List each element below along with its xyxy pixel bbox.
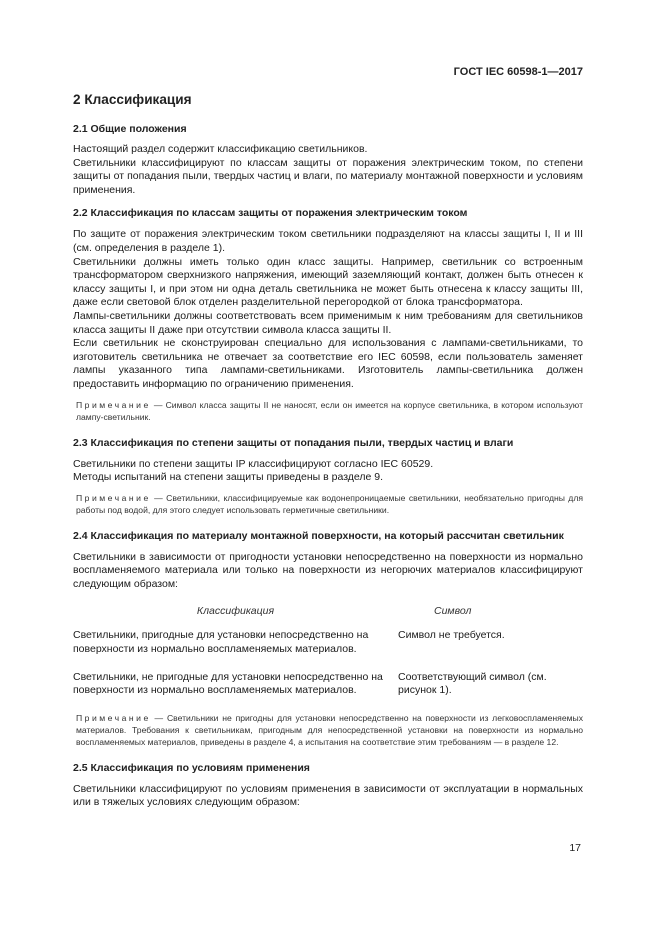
note [73, 399, 583, 423]
section-2-4 [73, 530, 583, 748]
table-row [73, 629, 583, 656]
section-2-4-heading: 2.4 Классификация по материалу монтажной поверхности, на который рассчитан светильник [73, 529, 564, 542]
note-label: Примечание [76, 712, 151, 723]
section-title: 2 Классификация [73, 92, 192, 107]
table-row [73, 671, 583, 698]
table-cell: Символ не требуется. [398, 629, 505, 642]
section-2-2 [73, 207, 583, 422]
classification-table-header [73, 605, 583, 617]
column-header-symbol: Символ [434, 605, 472, 618]
note-label: Примечание [76, 399, 151, 410]
paragraph: Методы испытаний на степени защиты приведены в разделе 9. [73, 471, 384, 484]
table-cell: Соответствующий символ (см. рисунок 1). [398, 670, 547, 697]
section-2-2-heading: 2.2 Классификация по классам защиты от поражения электрическим током [73, 207, 468, 220]
section-2-1 [73, 123, 583, 197]
paragraph: Настоящий раздел содержит классификацию светильников. [73, 143, 368, 155]
note-text: — Светильники, классифицируемые как водонепроницаемые светильники, необязательно пригодны для работы под водой, для этого следует использовать герметичные светильники. [76, 492, 583, 515]
page-content [73, 92, 583, 820]
section-2-3 [73, 437, 583, 516]
table-cell: Светильники, пригодные для установки непосредственно на поверхности из нормально воспламеняемых материалов. [73, 629, 369, 656]
note-text: — Символ класса защиты II не наносят, если он имеется на корпусе светильника, в котором используют лампу-светильник. [76, 399, 583, 422]
paragraph: Лампы-светильники должны соответствовать всем применимым к ним требованиям для светильников класса защиты II даже при отсутствии символа класса защиты II. [73, 309, 583, 336]
paragraph: По защите от поражения электрическим током светильники подразделяют на классы защиты I, II и III (см. определения в разделе 1). [73, 228, 583, 254]
paragraph: Светильники классифицируют по классам защиты от поражения электрическим током, по степени защиты от попадания пыли, твердых частиц и влаги, по материалу монтажной поверхности и условиям применения. [73, 156, 583, 196]
note-text: — Светильники не пригодны для установки непосредственно на поверхности из легковоспламеняемых материалов. Требования к светильникам, пригодным для непосредственной установки на поверхности из нормально воспламеняемых материалов, приведены в разделе 4, а испытания на соответствие этим требованиям — в разделе 12. [76, 712, 583, 747]
note [73, 492, 583, 516]
paragraph: Светильники в зависимости от пригодности установки непосредственно на поверхности из нормально воспламеняемого материала или только на поверхности из негорючих материалов классифицируют следующим образом: [73, 550, 583, 590]
document-id: ГОСТ IEC 60598-1—2017 [453, 66, 583, 78]
paragraph: Светильники должны иметь только один класс защиты. Например, светильник со встроенным трансформатором сверхнизкого напряжения, имеющий заземляющий контакт, должен быть отнесен к классу защиты I, и при этом ни одна деталь светильника не может быть отнесена к классу защиты III, даже если световой блок отделен разделительной перегородкой от блока трансформатора. [73, 255, 583, 309]
note [73, 712, 583, 748]
table-cell: Светильники, не пригодные для установки непосредственно на поверхности из нормально воспламеняемых материалов. [73, 670, 383, 697]
section-2-5 [73, 762, 583, 810]
column-header-classification: Классификация [196, 605, 275, 618]
paragraph: Светильники по степени защиты IP классифицируют согласно IEC 60529. [73, 457, 434, 470]
section-2-1-heading: 2.1 Общие положения [73, 123, 187, 135]
section-2-5-heading: 2.5 Классификация по условиям применения [73, 761, 310, 774]
page-number: 17 [569, 842, 581, 854]
paragraph: Светильники классифицируют по условиям применения в зависимости от эксплуатации в нормальных или в тяжелых условиях следующим образом: [73, 782, 583, 809]
section-2-3-heading: 2.3 Классификация по степени защиты от попадания пыли, твердых частиц и влаги [73, 436, 514, 449]
paragraph: Если светильник не сконструирован специально для использования с лампами-светильниками, то изготовитель светильника не отвечает за соответствие его IEC 60598, если пользователь заменяет лампы указанного типа лампами-светильниками. Изготовитель лампы-светильника должен предоставить информацию по ограничению применения. [73, 337, 583, 390]
note-label: Примечание [76, 492, 151, 503]
